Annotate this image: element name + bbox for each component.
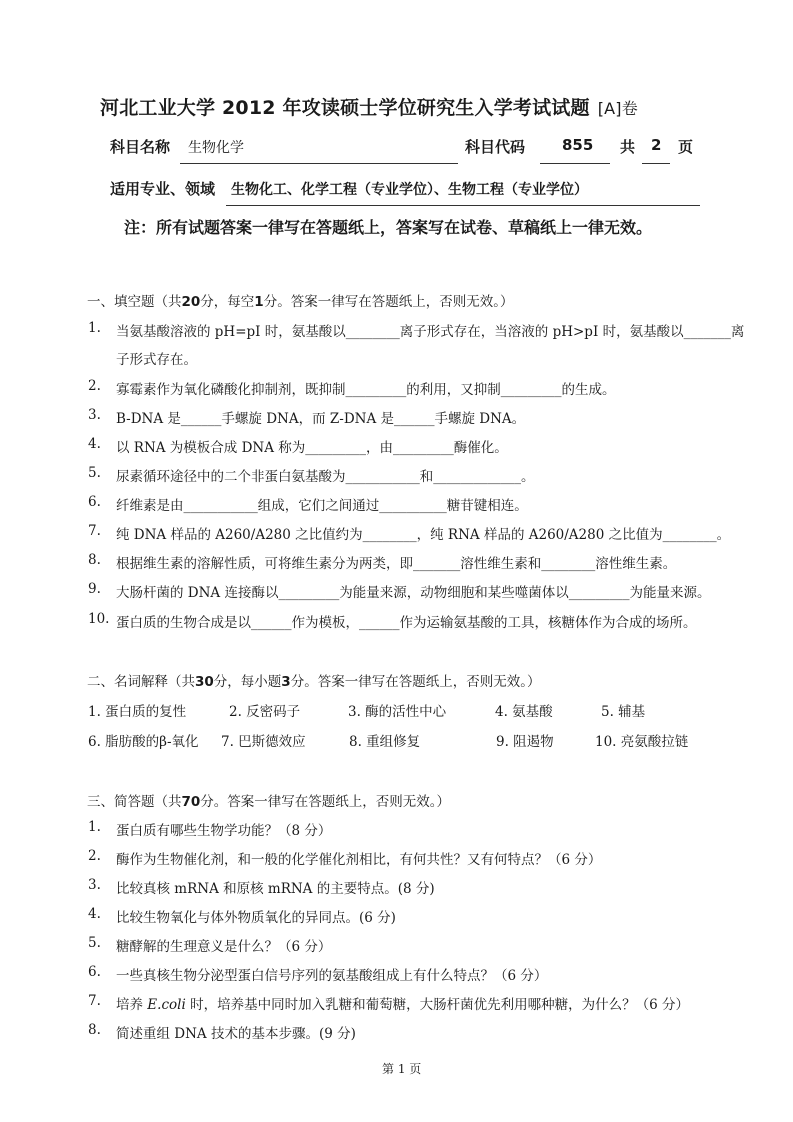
- pages-prefix: 共: [620, 138, 636, 156]
- fill-q3-num: 3.: [88, 407, 101, 423]
- fill-q8-num: 8.: [88, 552, 101, 568]
- short-q6-text: 一些真核生物分泌型蛋白信号序列的氨基酸组成上有什么特点？（6 分）: [116, 968, 548, 984]
- fill-q1-num: 1.: [88, 320, 101, 336]
- short-q5-num: 5.: [88, 935, 101, 951]
- term-5: 5. 辅基: [601, 704, 646, 720]
- fill-q5-text: 尿素循环途径中的二个非蛋白氨基酸为___________和_____________。: [116, 469, 535, 485]
- organism-name: E.coli: [147, 997, 186, 1013]
- page-number: 第 1 页: [382, 1062, 422, 1076]
- fill-q6-text: 纤维素是由___________组成，它们之间通过__________糖苷键相连。: [116, 498, 528, 514]
- fill-q9-text: 大肠杆菌的 DNA 连接酶以_________为能量来源，动物细胞和某些噬菌体以_________为能量来源。: [116, 585, 711, 601]
- major-value: 生物化工、化学工程（专业学位）、生物工程（专业学位）: [231, 182, 588, 198]
- fill-q1-text: 当氨基酸溶液的 pH=pI 时，氨基酸以________离子形式存在，当溶液的 pH>pI 时，氨基酸以_______离: [116, 324, 745, 340]
- fill-q3-text: B-DNA 是______手螺旋 DNA，而 Z-DNA 是______手螺旋 DNA。: [116, 411, 526, 427]
- short-q8-num: 8.: [88, 1022, 101, 1038]
- short-q4-num: 4.: [88, 906, 101, 922]
- exam-title: [100, 93, 638, 120]
- subject-label: 科目名称: [110, 138, 171, 156]
- subject-value: 生物化学: [188, 140, 244, 156]
- pages-value: 2: [651, 136, 662, 154]
- section1-heading: 一、填空题（共20分，每空1分。答案一律写在答题纸上，否则无效。）: [87, 294, 514, 310]
- fill-q7-text: 纯 DNA 样品的 A260/A280 之比值约为________，纯 RNA 样品的 A260/A280 之比值为________。: [116, 527, 731, 543]
- major-label: 适用专业、领域: [110, 180, 216, 198]
- fill-q5-num: 5.: [88, 465, 101, 481]
- fill-q9-num: 9.: [88, 581, 101, 597]
- fill-q10-text: 蛋白质的生物合成是以______作为模板，______作为运输氨基酸的工具，核糖体作为合成的场所。: [116, 615, 697, 631]
- fill-q4-num: 4.: [88, 436, 101, 452]
- code-underline: [540, 163, 610, 164]
- short-q3-num: 3.: [88, 877, 101, 893]
- term-1: 1. 蛋白质的复性: [88, 704, 187, 720]
- term-7: 7. 巴斯德效应: [221, 734, 306, 750]
- pages-suffix: 页: [678, 138, 694, 156]
- code-label: 科目代码: [465, 138, 526, 156]
- paper-version: [A]卷: [597, 99, 638, 118]
- term-8: 8. 重组修复: [349, 734, 421, 750]
- pages-underline: [642, 163, 670, 164]
- fill-q7-num: 7.: [88, 523, 101, 539]
- short-q5-text: 糖酵解的生理意义是什么？（6 分）: [116, 939, 332, 955]
- short-q4-text: 比较生物氧化与体外物质氧化的异同点。(6 分): [116, 910, 396, 926]
- fill-q1-text-cont: 子形式存在。: [116, 352, 197, 368]
- fill-q6-num: 6.: [88, 494, 101, 510]
- term-3: 3. 酶的活性中心: [348, 704, 447, 720]
- section2-heading: 二、名词解释（共30分，每小题3分。答案一律写在答题纸上，否则无效。）: [87, 674, 541, 690]
- short-q7-text: 培养 E.coli 时，培养基中同时加入乳糖和葡萄糖，大肠杆菌优先利用哪种糖，为什么？（6 分）: [116, 997, 689, 1013]
- short-q3-text: 比较真核 mRNA 和原核 mRNA 的主要特点。(8 分): [116, 881, 435, 897]
- term-10: 10. 亮氨酸拉链: [595, 734, 689, 750]
- term-4: 4. 氨基酸: [495, 704, 553, 720]
- short-q6-num: 6.: [88, 964, 101, 980]
- exam-title-text: 河北工业大学 2012 年攻读硕士学位研究生入学考试试题: [100, 97, 590, 119]
- short-q7-num: 7.: [88, 993, 101, 1009]
- notice: 注：所有试题答案一律写在答题纸上，答案写在试卷、草稿纸上一律无效。: [124, 218, 653, 237]
- fill-q8-text: 根据维生素的溶解性质，可将维生素分为两类，即_______溶性维生素和________溶性维生素。: [116, 556, 677, 572]
- fill-q2-num: 2.: [88, 378, 101, 394]
- section3-heading: 三、简答题（共70分。答案一律写在答题纸上，否则无效。）: [87, 794, 451, 810]
- fill-q4-text: 以 RNA 为模板合成 DNA 称为_________，由_________酶催化。: [116, 440, 508, 456]
- term-2: 2. 反密码子: [229, 704, 301, 720]
- short-q2-num: 2.: [88, 848, 101, 864]
- short-q1-num: 1.: [88, 819, 101, 835]
- subject-underline: [180, 163, 458, 164]
- term-6: 6. 脂肪酸的β-氧化: [88, 734, 199, 750]
- fill-q10-num: 10.: [88, 611, 110, 627]
- short-q8-text: 简述重组 DNA 技术的基本步骤。(9 分): [116, 1026, 356, 1042]
- term-9: 9. 阻遏物: [496, 734, 554, 750]
- short-q1-text: 蛋白质有哪些生物学功能？（8 分）: [116, 823, 332, 839]
- major-underline: [226, 205, 700, 206]
- fill-q2-text: 寡霉素作为氧化磷酸化抑制剂，既抑制_________的利用，又抑制_________的生成。: [116, 382, 616, 398]
- short-q2-text: 酶作为生物催化剂，和一般的化学催化剂相比，有何共性？又有何特点？（6 分）: [116, 852, 602, 868]
- code-value: 855: [562, 136, 594, 154]
